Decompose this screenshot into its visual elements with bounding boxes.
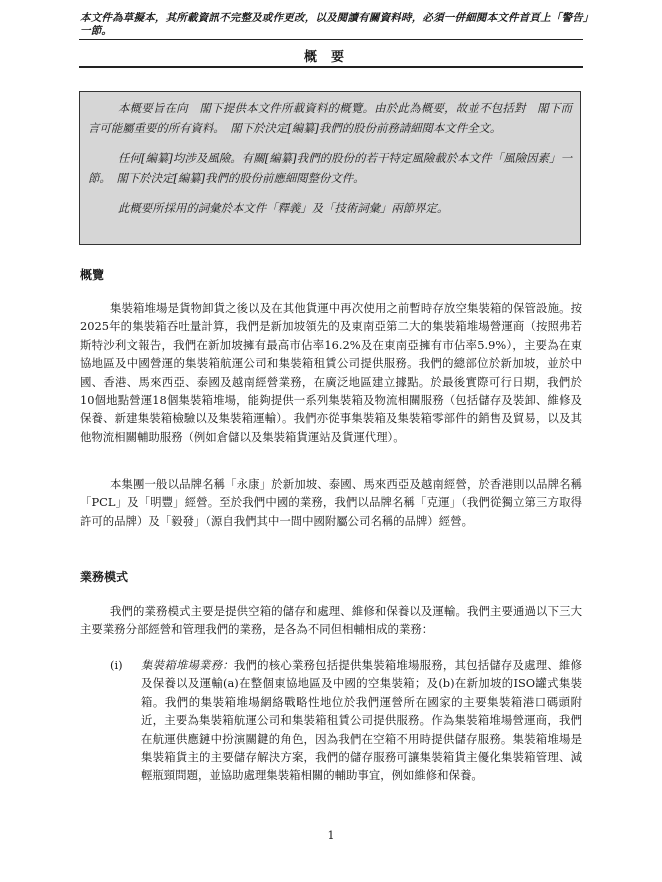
draft-notice: 本文件為草擬本，其所載資訊不完整及或作更改，以及閱讀有關資料時，必須一併細閱本文件首頁上「警告」一節。: [80, 12, 589, 37]
list-item-text: [141, 656, 582, 785]
overview-paragraph: 本集團一般以品牌名稱「永康」於新加坡、泰國、馬來西亞及越南經營，於香港則以品牌名稱「PCL」及「明豐」經營。至於我們中國的業務，我們以品牌名稱「克運」（我們從獨立第三方取得許可的品牌）及「毅發」（源自我們其中一間中國附屬公司名稱的品牌）經營。: [80, 477, 582, 528]
header-rule-bottom: [79, 66, 583, 68]
list-item-number: (i): [110, 658, 123, 672]
warning-paragraph: 任何[編纂]均涉及風險。有關[編纂]我們的股份的若干特定風險載於本文件「風險因素」一節。 閣下於決定[編纂]我們的股份前應細閱整份文件。: [88, 151, 572, 185]
warning-paragraph: 此概要所採用的詞彙於本文件「釋義」及「技術詞彙」兩節界定。: [118, 201, 449, 215]
warning-box: [79, 91, 581, 245]
list-item-body: 我們的核心業務包括提供集裝箱堆場服務，其包括儲存及處理、維修及保養以及運輸(a)在整個東協地區及中國的空集裝箱；及(b)在新加坡的ISO罐式集裝箱。我們的集裝箱堆場網絡戰略性地位於我們運營所在國家的主要集裝箱港口碼頭附近，主要為集裝箱航運公司和集裝箱租賃公司提供服務。作為集裝箱堆場營運商，我們在航運供應鏈中扮演關鍵的角色，因為我們在空箱不用時提供儲存服務。集裝箱堆場是集裝箱貨主的主要儲存解決方案，我們的儲存服務可讓集裝箱貨主優化集裝箱管理、減輕瓶頸問題，並協助處理集裝箱相關的輔助事宜，例如維修和保養。: [141, 658, 582, 783]
list-item-title: 集裝箱堆場業務：: [141, 658, 234, 672]
header-rule-top: [79, 39, 583, 40]
page-number: 1: [327, 829, 335, 842]
overview-paragraph: 集裝箱堆場是貨物卸貨之後以及在其他貨運中再次使用之前暫時存放空集裝箱的保管設施。按2025年的集裝箱吞吐量計算，我們是新加坡領先的及東南亞第二大的集裝箱堆場營運商（按照弗若斯特沙利文報告，我們在新加坡擁有最高市佔率16.2%及在東南亞擁有市佔率5.9%），主要為在東協地區及中國營運的集裝箱航運公司和集裝箱租賃公司提供服務。我們的總部位於新加坡，並於中國、香港、馬來西亞、泰國及越南經營業務，在廣泛地區建立據點。於最後實際可行日期，我們於10個地點營運18個集裝箱堆場，能夠提供一系列集裝箱及物流相關服務（包括儲存及裝卸、維修及保養、新建集裝箱檢驗以及集裝箱運輸）。我們亦從事集裝箱及集裝箱零部件的銷售及貿易，以及其他物流相關輔助服務（例如倉儲以及集裝箱貨運站及貨運代理）。: [80, 301, 582, 444]
business-model-intro: 我們的業務模式主要是提供空箱的儲存和處理、維修和保養以及運輸。我們主要通過以下三大主要業務分部經營和管理我們的業務，是各為不同但相輔相成的業務：: [80, 604, 582, 637]
warning-paragraph: 本概要旨在向 閣下提供本文件所載資料的概覽。由於此為概要，故並不包括對 閣下而言可能屬重要的所有資料。 閣下於決定[編纂]我們的股份前務請細閱本文件全文。: [88, 101, 572, 135]
business-model-heading: 業務模式: [80, 570, 129, 584]
section-title: 概要: [303, 50, 358, 65]
overview-heading: 概覽: [80, 268, 105, 282]
